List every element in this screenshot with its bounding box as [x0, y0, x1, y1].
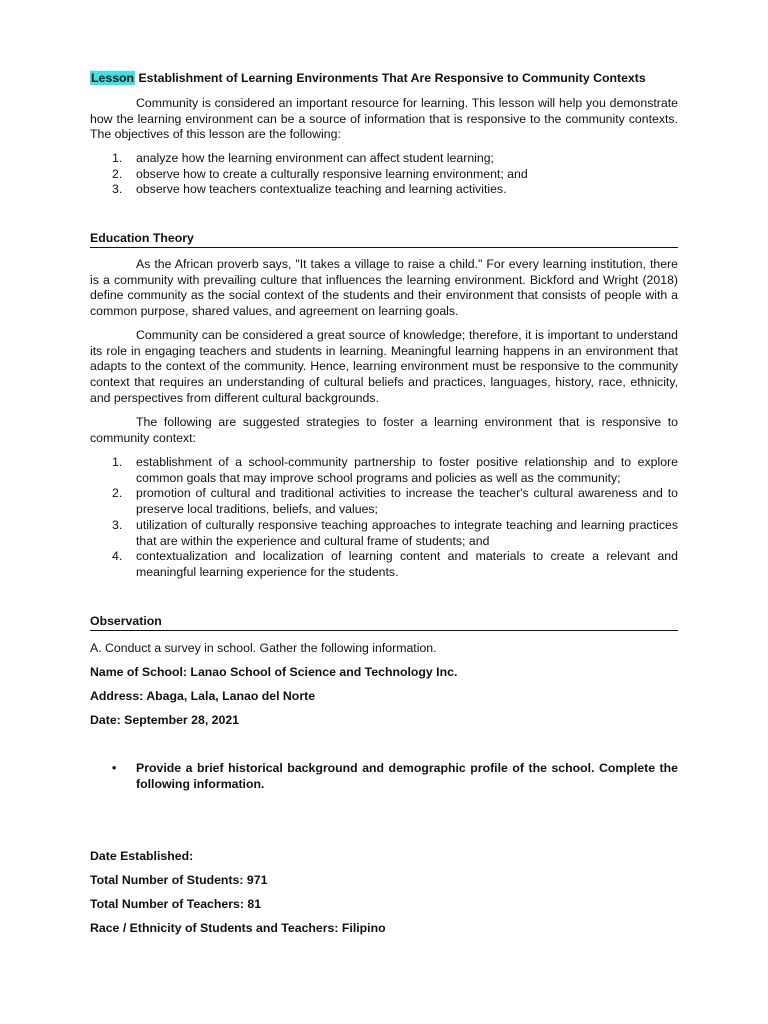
lesson-intro: Community is considered an important resource for learning. This lesson will help you demonstrate how the learning environment can be a source of information that is responsive to the community contexts. The objectives of this lesson are the following: [90, 96, 678, 142]
date-established: Date Established: [90, 849, 194, 863]
race-ethnicity: Race / Ethnicity of Students and Teachers: Filipino [90, 921, 386, 935]
theory-paragraph-2: Community can be considered a great source of knowledge; therefore, it is important to understand its role in engaging teachers and students in learning. Meaningful learning happens in an environment that adapts to the context of the community. Hence, learning environment must be responsive to the community context that requires an understanding of cultural beliefs and practices, languages, history, race, ethnicity, and perspectives from different cultural backgrounds. [90, 328, 678, 405]
list-item: 4. contextualization and localization of learning content and materials to create a relevant and meaningful learning experience for the students. [112, 549, 678, 579]
bullet-item [112, 761, 678, 792]
school-name: Name of School: Lanao School of Science and Technology Inc. [90, 665, 458, 679]
list-item: 3. utilization of culturally responsive teaching approaches to integrate teaching and learning practices that are within the experience and cultural frame of students; and [112, 517, 678, 548]
observation-heading: Observation [90, 614, 678, 631]
strategies-list [90, 455, 678, 581]
survey-date: Date: September 28, 2021 [90, 713, 240, 727]
school-address: Address: Abaga, Lala, Lanao del Norte [90, 689, 316, 703]
list-item: 3. observe how teachers contextualize teaching and learning activities. [112, 182, 507, 197]
list-item: 1. analyze how the learning environment can affect student learning; [112, 151, 494, 165]
theory-paragraph-3: The following are suggested strategies to foster a learning environment that is responsive to community context: [90, 415, 678, 445]
list-item: 2. observe how to create a culturally responsive learning environment; and [112, 166, 528, 181]
list-item: 1. establishment of a school-community partnership to foster positive relationship and to explore common goals that may improve school programs and policies as well as the community; [112, 455, 678, 485]
bullet-icon: • [112, 761, 117, 775]
education-theory-heading: Education Theory [90, 231, 678, 248]
lesson-title: Establishment of Learning Environments That Are Responsive to Community Contexts [138, 71, 646, 85]
bullet-text: Provide a brief historical background and demographic profile of the school. Complete the following information. [136, 761, 678, 791]
theory-paragraph-1: As the African proverb says, "It takes a village to raise a child." For every learning institution, there is a community with prevailing culture that influences the learning environment. Bickford and Wright (2018) define community as the social context of the students and their environment that consists of people with a common purpose, shared values, and agreement on learning goals. [90, 257, 678, 319]
lesson-title-line [90, 71, 646, 85]
lesson-label: Lesson [91, 71, 135, 85]
total-teachers: Total Number of Teachers: 81 [90, 897, 262, 911]
list-item: 2. promotion of cultural and traditional activities to increase the teacher's cultural awareness and to preserve local traditions, beliefs, and values; [112, 486, 678, 517]
total-students: Total Number of Students: 971 [90, 873, 268, 887]
survey-instruction: A. Conduct a survey in school. Gather the following information. [90, 641, 437, 655]
objectives-list [90, 151, 678, 198]
